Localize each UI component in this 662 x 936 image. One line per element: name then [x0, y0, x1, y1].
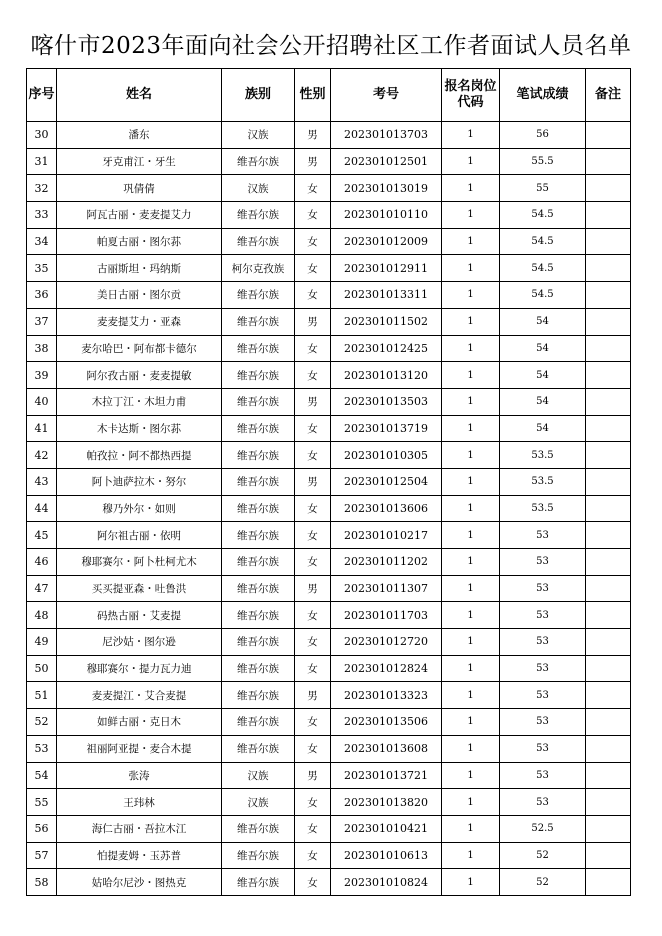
ethnicity-cell: 维吾尔族: [222, 735, 295, 762]
table-row: [27, 388, 631, 415]
seq-cell: 48: [27, 602, 57, 629]
table-row: [27, 682, 631, 709]
gender-cell: 女: [295, 282, 331, 309]
name-cell: 美日古丽・图尔贡: [57, 282, 222, 309]
exam-no-cell: 202301013120: [331, 362, 442, 389]
score-cell: 53: [500, 602, 586, 629]
ethnicity-cell: 维吾尔族: [222, 842, 295, 869]
remarks-cell: [586, 308, 631, 335]
remarks-cell: [586, 148, 631, 175]
name-cell: 牙克甫江・牙生: [57, 148, 222, 175]
gender-cell: 女: [295, 735, 331, 762]
ethnicity-cell: 维吾尔族: [222, 362, 295, 389]
gender-cell: 男: [295, 388, 331, 415]
seq-cell: 46: [27, 549, 57, 576]
remarks-cell: [586, 228, 631, 255]
position-code-cell: 1: [442, 122, 500, 149]
score-cell: 54: [500, 335, 586, 362]
seq-cell: 47: [27, 575, 57, 602]
name-cell: 帕孜拉・阿不都热西提: [57, 442, 222, 469]
seq-cell: 37: [27, 308, 57, 335]
exam-no-cell: 202301012009: [331, 228, 442, 255]
gender-cell: 男: [295, 148, 331, 175]
remarks-cell: [586, 629, 631, 656]
gender-cell: 女: [295, 602, 331, 629]
position-code-cell: 1: [442, 495, 500, 522]
position-code-cell: 1: [442, 602, 500, 629]
exam-no-cell: 202301013608: [331, 735, 442, 762]
seq-cell: 38: [27, 335, 57, 362]
seq-cell: 56: [27, 815, 57, 842]
position-code-cell: 1: [442, 762, 500, 789]
seq-cell: 50: [27, 655, 57, 682]
remarks-cell: [586, 575, 631, 602]
exam-no-cell: 202301011202: [331, 549, 442, 576]
exam-no-cell: 202301012504: [331, 468, 442, 495]
ethnicity-cell: 柯尔克孜族: [222, 255, 295, 282]
name-cell: 潘东: [57, 122, 222, 149]
name-cell: 木卡达斯・图尔荪: [57, 415, 222, 442]
seq-cell: 53: [27, 735, 57, 762]
position-code-cell: 1: [442, 415, 500, 442]
score-cell: 54.5: [500, 282, 586, 309]
exam-no-cell: 202301013721: [331, 762, 442, 789]
position-code-cell: 1: [442, 735, 500, 762]
remarks-cell: [586, 789, 631, 816]
table-row: [27, 709, 631, 736]
score-cell: 52: [500, 842, 586, 869]
exam-no-cell: 202301011703: [331, 602, 442, 629]
score-cell: 53: [500, 709, 586, 736]
header-position-code: 报名岗位代码: [442, 69, 500, 122]
seq-cell: 40: [27, 388, 57, 415]
seq-cell: 57: [27, 842, 57, 869]
position-code-cell: 1: [442, 709, 500, 736]
ethnicity-cell: 维吾尔族: [222, 495, 295, 522]
score-cell: 53: [500, 629, 586, 656]
remarks-cell: [586, 495, 631, 522]
score-cell: 54: [500, 415, 586, 442]
gender-cell: 女: [295, 789, 331, 816]
exam-no-cell: 202301013719: [331, 415, 442, 442]
name-cell: 张涛: [57, 762, 222, 789]
position-code-cell: 1: [442, 362, 500, 389]
table-row: [27, 735, 631, 762]
ethnicity-cell: 维吾尔族: [222, 415, 295, 442]
exam-no-cell: 202301013506: [331, 709, 442, 736]
gender-cell: 女: [295, 228, 331, 255]
remarks-cell: [586, 549, 631, 576]
ethnicity-cell: 维吾尔族: [222, 629, 295, 656]
table-row: [27, 869, 631, 896]
name-cell: 帕夏古丽・图尔荪: [57, 228, 222, 255]
table-row: [27, 495, 631, 522]
table-row: [27, 308, 631, 335]
position-code-cell: 1: [442, 228, 500, 255]
seq-cell: 58: [27, 869, 57, 896]
exam-no-cell: 202301013606: [331, 495, 442, 522]
remarks-cell: [586, 762, 631, 789]
remarks-cell: [586, 709, 631, 736]
score-cell: 53: [500, 789, 586, 816]
ethnicity-cell: 维吾尔族: [222, 522, 295, 549]
table-row: [27, 175, 631, 202]
gender-cell: 女: [295, 522, 331, 549]
seq-cell: 49: [27, 629, 57, 656]
score-cell: 52.5: [500, 815, 586, 842]
table-row: [27, 255, 631, 282]
table-row: [27, 468, 631, 495]
position-code-cell: 1: [442, 629, 500, 656]
score-cell: 53: [500, 549, 586, 576]
exam-no-cell: 202301010217: [331, 522, 442, 549]
ethnicity-cell: 维吾尔族: [222, 575, 295, 602]
name-cell: 海仁古丽・吾拉木江: [57, 815, 222, 842]
score-cell: 53.5: [500, 442, 586, 469]
exam-no-cell: 202301011502: [331, 308, 442, 335]
table-row: [27, 655, 631, 682]
remarks-cell: [586, 602, 631, 629]
name-cell: 阿卜迪萨拉木・努尔: [57, 468, 222, 495]
exam-no-cell: 202301010613: [331, 842, 442, 869]
score-cell: 53.5: [500, 495, 586, 522]
ethnicity-cell: 维吾尔族: [222, 282, 295, 309]
ethnicity-cell: 维吾尔族: [222, 335, 295, 362]
gender-cell: 男: [295, 122, 331, 149]
table-row: [27, 442, 631, 469]
name-cell: 木拉丁江・木坦力甫: [57, 388, 222, 415]
gender-cell: 女: [295, 815, 331, 842]
exam-no-cell: 202301011307: [331, 575, 442, 602]
table-row: [27, 335, 631, 362]
gender-cell: 女: [295, 175, 331, 202]
ethnicity-cell: 维吾尔族: [222, 869, 295, 896]
exam-no-cell: 202301012425: [331, 335, 442, 362]
header-name: 姓名: [57, 69, 222, 122]
seq-cell: 41: [27, 415, 57, 442]
position-code-cell: 1: [442, 815, 500, 842]
score-cell: 53: [500, 575, 586, 602]
seq-cell: 39: [27, 362, 57, 389]
remarks-cell: [586, 255, 631, 282]
remarks-cell: [586, 522, 631, 549]
remarks-cell: [586, 842, 631, 869]
position-code-cell: 1: [442, 442, 500, 469]
gender-cell: 女: [295, 655, 331, 682]
interview-list-table: [26, 68, 631, 896]
remarks-cell: [586, 122, 631, 149]
name-cell: 巩倩倩: [57, 175, 222, 202]
exam-no-cell: 202301012824: [331, 655, 442, 682]
name-cell: 阿尔孜古丽・麦麦提敏: [57, 362, 222, 389]
remarks-cell: [586, 735, 631, 762]
name-cell: 穆耶赛尔・阿卜杜柯尤木: [57, 549, 222, 576]
remarks-cell: [586, 362, 631, 389]
gender-cell: 女: [295, 549, 331, 576]
table-row: [27, 789, 631, 816]
gender-cell: 男: [295, 575, 331, 602]
ethnicity-cell: 维吾尔族: [222, 202, 295, 229]
seq-cell: 42: [27, 442, 57, 469]
name-cell: 穆乃外尔・如则: [57, 495, 222, 522]
table-row: [27, 629, 631, 656]
ethnicity-cell: 维吾尔族: [222, 682, 295, 709]
seq-cell: 35: [27, 255, 57, 282]
gender-cell: 女: [295, 255, 331, 282]
gender-cell: 女: [295, 495, 331, 522]
position-code-cell: 1: [442, 549, 500, 576]
ethnicity-cell: 汉族: [222, 762, 295, 789]
table-row: [27, 762, 631, 789]
seq-cell: 33: [27, 202, 57, 229]
position-code-cell: 1: [442, 575, 500, 602]
score-cell: 53.5: [500, 468, 586, 495]
header-row: [27, 69, 631, 122]
position-code-cell: 1: [442, 148, 500, 175]
seq-cell: 55: [27, 789, 57, 816]
name-cell: 王玮林: [57, 789, 222, 816]
position-code-cell: 1: [442, 682, 500, 709]
table-row: [27, 228, 631, 255]
position-code-cell: 1: [442, 282, 500, 309]
name-cell: 怕提麦姆・玉苏普: [57, 842, 222, 869]
score-cell: 53: [500, 655, 586, 682]
remarks-cell: [586, 175, 631, 202]
score-cell: 53: [500, 682, 586, 709]
exam-no-cell: 202301012720: [331, 629, 442, 656]
seq-cell: 44: [27, 495, 57, 522]
gender-cell: 女: [295, 362, 331, 389]
score-cell: 54.5: [500, 255, 586, 282]
remarks-cell: [586, 202, 631, 229]
seq-cell: 43: [27, 468, 57, 495]
name-cell: 祖丽阿亚提・麦合木提: [57, 735, 222, 762]
gender-cell: 女: [295, 442, 331, 469]
exam-no-cell: 202301013703: [331, 122, 442, 149]
score-cell: 54: [500, 308, 586, 335]
ethnicity-cell: 维吾尔族: [222, 442, 295, 469]
name-cell: 麦尔哈巴・阿布都卡德尔: [57, 335, 222, 362]
header-score: 笔试成绩: [500, 69, 586, 122]
gender-cell: 男: [295, 682, 331, 709]
table-row: [27, 148, 631, 175]
gender-cell: 女: [295, 202, 331, 229]
position-code-cell: 1: [442, 522, 500, 549]
exam-no-cell: 202301013019: [331, 175, 442, 202]
name-cell: 码热古丽・艾麦提: [57, 602, 222, 629]
table-body: [27, 122, 631, 896]
table-row: [27, 602, 631, 629]
remarks-cell: [586, 468, 631, 495]
gender-cell: 女: [295, 629, 331, 656]
table-row: [27, 549, 631, 576]
exam-no-cell: 202301012911: [331, 255, 442, 282]
header-seq: 序号: [27, 69, 57, 122]
table-row: [27, 122, 631, 149]
gender-cell: 男: [295, 468, 331, 495]
ethnicity-cell: 维吾尔族: [222, 602, 295, 629]
score-cell: 54: [500, 388, 586, 415]
remarks-cell: [586, 869, 631, 896]
remarks-cell: [586, 655, 631, 682]
score-cell: 55: [500, 175, 586, 202]
remarks-cell: [586, 442, 631, 469]
name-cell: 阿瓦古丽・麦麦提艾力: [57, 202, 222, 229]
ethnicity-cell: 维吾尔族: [222, 815, 295, 842]
ethnicity-cell: 维吾尔族: [222, 468, 295, 495]
name-cell: 姑哈尔尼沙・图热克: [57, 869, 222, 896]
ethnicity-cell: 维吾尔族: [222, 388, 295, 415]
position-code-cell: 1: [442, 869, 500, 896]
gender-cell: 男: [295, 762, 331, 789]
seq-cell: 34: [27, 228, 57, 255]
table-row: [27, 842, 631, 869]
table-row: [27, 522, 631, 549]
seq-cell: 32: [27, 175, 57, 202]
position-code-cell: 1: [442, 255, 500, 282]
exam-no-cell: 202301012501: [331, 148, 442, 175]
ethnicity-cell: 维吾尔族: [222, 655, 295, 682]
table-row: [27, 815, 631, 842]
exam-no-cell: 202301010305: [331, 442, 442, 469]
table-row: [27, 415, 631, 442]
name-cell: 尼沙姑・图尔逊: [57, 629, 222, 656]
remarks-cell: [586, 682, 631, 709]
name-cell: 买买提亚森・吐鲁洪: [57, 575, 222, 602]
seq-cell: 52: [27, 709, 57, 736]
header-exam-no: 考号: [331, 69, 442, 122]
ethnicity-cell: 维吾尔族: [222, 709, 295, 736]
seq-cell: 51: [27, 682, 57, 709]
remarks-cell: [586, 282, 631, 309]
ethnicity-cell: 汉族: [222, 122, 295, 149]
position-code-cell: 1: [442, 202, 500, 229]
header-gender: 性别: [295, 69, 331, 122]
position-code-cell: 1: [442, 388, 500, 415]
gender-cell: 女: [295, 869, 331, 896]
name-cell: 麦麦提江・艾合麦提: [57, 682, 222, 709]
table-row: [27, 282, 631, 309]
page-title: 喀什市2023年面向社会公开招聘社区工作者面试人员名单: [30, 33, 632, 59]
position-code-cell: 1: [442, 842, 500, 869]
name-cell: 阿尔祖古丽・依明: [57, 522, 222, 549]
ethnicity-cell: 汉族: [222, 789, 295, 816]
gender-cell: 女: [295, 709, 331, 736]
header-ethnicity: 族别: [222, 69, 295, 122]
remarks-cell: [586, 815, 631, 842]
exam-no-cell: 202301013503: [331, 388, 442, 415]
position-code-cell: 1: [442, 655, 500, 682]
name-cell: 如鲜古丽・克日木: [57, 709, 222, 736]
seq-cell: 30: [27, 122, 57, 149]
table-row: [27, 362, 631, 389]
ethnicity-cell: 维吾尔族: [222, 549, 295, 576]
score-cell: 54.5: [500, 202, 586, 229]
position-code-cell: 1: [442, 335, 500, 362]
seq-cell: 45: [27, 522, 57, 549]
score-cell: 53: [500, 522, 586, 549]
position-code-cell: 1: [442, 308, 500, 335]
gender-cell: 男: [295, 308, 331, 335]
score-cell: 54.5: [500, 228, 586, 255]
name-cell: 麦麦提艾力・亚森: [57, 308, 222, 335]
score-cell: 53: [500, 762, 586, 789]
ethnicity-cell: 汉族: [222, 175, 295, 202]
ethnicity-cell: 维吾尔族: [222, 148, 295, 175]
exam-no-cell: 202301013323: [331, 682, 442, 709]
exam-no-cell: 202301010421: [331, 815, 442, 842]
ethnicity-cell: 维吾尔族: [222, 228, 295, 255]
position-code-cell: 1: [442, 468, 500, 495]
table-row: [27, 575, 631, 602]
exam-no-cell: 202301013820: [331, 789, 442, 816]
seq-cell: 36: [27, 282, 57, 309]
seq-cell: 31: [27, 148, 57, 175]
exam-no-cell: 202301010824: [331, 869, 442, 896]
name-cell: 古丽斯坦・玛纳斯: [57, 255, 222, 282]
gender-cell: 女: [295, 842, 331, 869]
table-row: [27, 202, 631, 229]
remarks-cell: [586, 415, 631, 442]
gender-cell: 女: [295, 415, 331, 442]
exam-no-cell: 202301010110: [331, 202, 442, 229]
remarks-cell: [586, 335, 631, 362]
seq-cell: 54: [27, 762, 57, 789]
exam-no-cell: 202301013311: [331, 282, 442, 309]
score-cell: 55.5: [500, 148, 586, 175]
score-cell: 52: [500, 869, 586, 896]
position-code-cell: 1: [442, 789, 500, 816]
score-cell: 56: [500, 122, 586, 149]
remarks-cell: [586, 388, 631, 415]
name-cell: 穆耶赛尔・提力瓦力迪: [57, 655, 222, 682]
score-cell: 53: [500, 735, 586, 762]
gender-cell: 女: [295, 335, 331, 362]
position-code-cell: 1: [442, 175, 500, 202]
header-remarks: 备注: [586, 69, 631, 122]
ethnicity-cell: 维吾尔族: [222, 308, 295, 335]
score-cell: 54: [500, 362, 586, 389]
